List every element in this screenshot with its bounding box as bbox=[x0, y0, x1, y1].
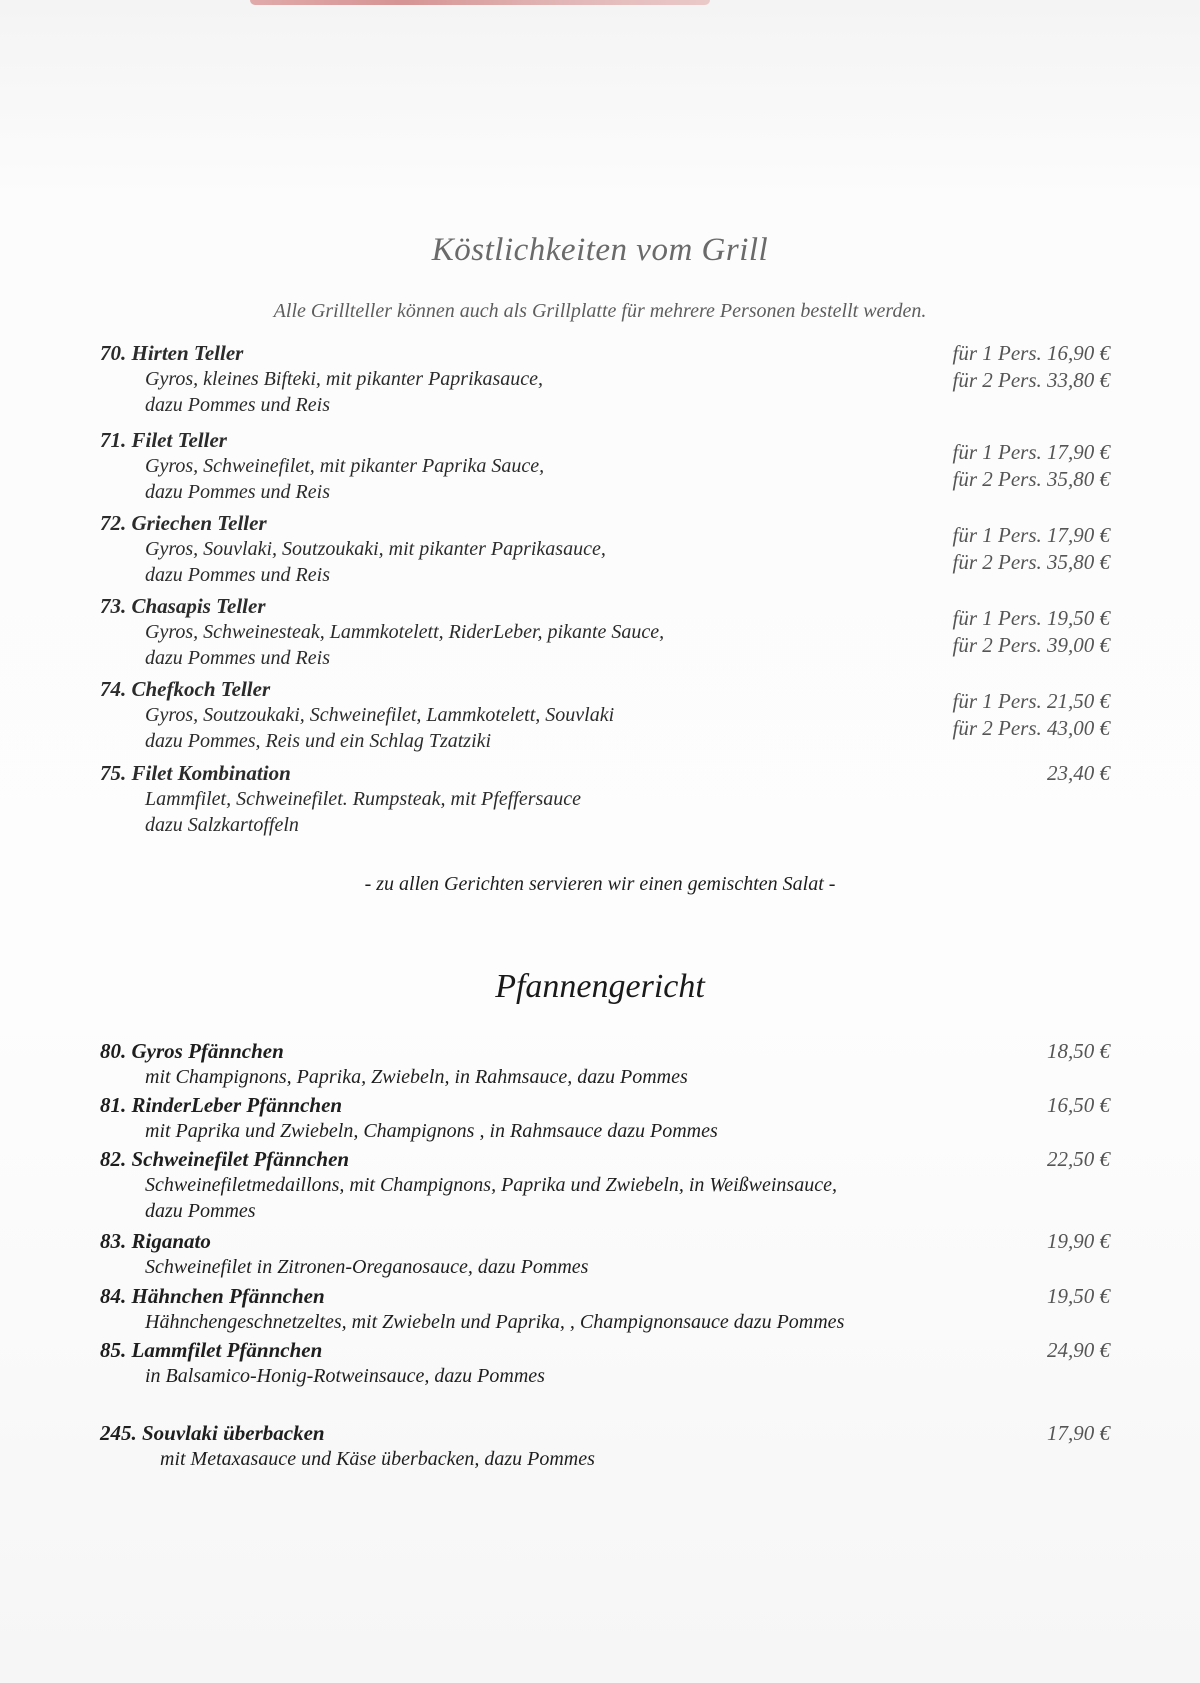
item-desc-line: dazu Pommes und Reis bbox=[145, 647, 330, 669]
item-desc-line: mit Paprika und Zwiebeln, Champignons , in Rahmsauce dazu Pommes bbox=[145, 1120, 718, 1142]
item-desc-line: dazu Pommes bbox=[145, 1200, 256, 1222]
item-name: 74. Chefkoch Teller bbox=[100, 677, 271, 701]
item-name: 73. Chasapis Teller bbox=[100, 594, 266, 618]
item-desc-line: in Balsamico-Honig-Rotweinsauce, dazu Pommes bbox=[145, 1365, 545, 1387]
item-desc-line: dazu Pommes und Reis bbox=[145, 481, 330, 503]
price: 24,90 € bbox=[1047, 1338, 1110, 1362]
item-desc-line: dazu Pommes und Reis bbox=[145, 564, 330, 586]
item-prices bbox=[953, 439, 1111, 493]
menu-item-81 bbox=[100, 1092, 1120, 1144]
item-name: 83. Riganato bbox=[100, 1229, 211, 1253]
price: 17,90 € bbox=[1047, 1421, 1110, 1445]
menu-item-80 bbox=[100, 1038, 1120, 1090]
salad-note: - zu allen Gerichten servieren wir einen gemischten Salat - bbox=[364, 873, 836, 895]
item-desc-line: Gyros, Schweinesteak, Lammkotelett, RiderLeber, pikante Sauce, bbox=[145, 621, 665, 643]
menu-item-83 bbox=[100, 1228, 1120, 1280]
menu-item-72 bbox=[100, 510, 1120, 588]
menu-item-85 bbox=[100, 1337, 1120, 1389]
item-desc-line: dazu Salzkartoffeln bbox=[145, 814, 299, 836]
menu-item-70 bbox=[100, 340, 1120, 418]
item-name: 80. Gyros Pfännchen bbox=[100, 1039, 284, 1063]
item-prices bbox=[953, 522, 1111, 576]
price: 22,50 € bbox=[1047, 1147, 1110, 1171]
price-1-person: für 1 Pers. 16,90 € bbox=[952, 341, 1110, 365]
price-2-persons: für 2 Pers. 35,80 € bbox=[952, 550, 1110, 574]
item-prices bbox=[953, 688, 1111, 742]
menu-item-74 bbox=[100, 676, 1120, 754]
item-name: 70. Hirten Teller bbox=[100, 341, 244, 365]
price-2-persons: für 2 Pers. 43,00 € bbox=[952, 716, 1110, 740]
item-desc-line: Hähnchengeschnetzeltes, mit Zwiebeln und Paprika, , Champignonsauce dazu Pommes bbox=[145, 1311, 845, 1333]
price-2-persons: für 2 Pers. 33,80 € bbox=[952, 368, 1110, 392]
price: 19,50 € bbox=[1047, 1284, 1110, 1308]
menu-item-84 bbox=[100, 1283, 1120, 1335]
price-2-persons: für 2 Pers. 35,80 € bbox=[952, 467, 1110, 491]
item-name: 71. Filet Teller bbox=[100, 428, 227, 452]
item-name: 75. Filet Kombination bbox=[100, 761, 291, 785]
item-prices bbox=[953, 340, 1111, 394]
item-desc-line: Gyros, Schweinefilet, mit pikanter Paprika Sauce, bbox=[145, 455, 545, 477]
item-name: 81. RinderLeber Pfännchen bbox=[100, 1093, 343, 1117]
item-desc-line: mit Champignons, Paprika, Zwiebeln, in Rahmsauce, dazu Pommes bbox=[145, 1066, 688, 1088]
item-prices bbox=[1047, 1337, 1110, 1364]
menu-item-73 bbox=[100, 593, 1120, 671]
price: 19,90 € bbox=[1047, 1229, 1110, 1253]
item-name: 82. Schweinefilet Pfännchen bbox=[100, 1147, 350, 1171]
item-prices bbox=[1047, 1146, 1110, 1173]
item-desc-line: Schweinefiletmedaillons, mit Champignons, Paprika und Zwiebeln, in Weißweinsauce, bbox=[145, 1174, 837, 1196]
item-prices bbox=[1047, 1420, 1110, 1447]
item-desc-line: Gyros, Soutzoukaki, Schweinefilet, Lammkotelett, Souvlaki bbox=[145, 704, 615, 726]
price-1-person: für 1 Pers. 19,50 € bbox=[952, 606, 1110, 630]
item-prices bbox=[1047, 1283, 1110, 1310]
menu-item-245 bbox=[100, 1420, 1120, 1472]
item-desc-line: Lammfilet, Schweinefilet. Rumpsteak, mit Pfeffersauce bbox=[145, 788, 582, 810]
item-name: 72. Griechen Teller bbox=[100, 511, 267, 535]
price: 18,50 € bbox=[1047, 1039, 1110, 1063]
item-name: 245. Souvlaki überbacken bbox=[100, 1421, 325, 1445]
price: 16,50 € bbox=[1047, 1093, 1110, 1117]
item-prices bbox=[1047, 1038, 1110, 1065]
menu-item-71 bbox=[100, 427, 1120, 505]
item-prices bbox=[1047, 1228, 1110, 1255]
grill-note: Alle Grillteller können auch als Grillplatte für mehrere Personen bestellt werden. bbox=[273, 300, 927, 322]
price-2-persons: für 2 Pers. 39,00 € bbox=[952, 633, 1110, 657]
item-desc-line: dazu Pommes und Reis bbox=[145, 394, 330, 416]
item-prices bbox=[953, 605, 1111, 659]
item-prices bbox=[1047, 1092, 1110, 1119]
item-name: 84. Hähnchen Pfännchen bbox=[100, 1284, 325, 1308]
item-desc-line: Gyros, kleines Bifteki, mit pikanter Paprikasauce, bbox=[145, 368, 544, 390]
pfanne-section-title: Pfannengericht bbox=[495, 968, 705, 1005]
menu-item-82 bbox=[100, 1146, 1120, 1224]
item-desc-line: Schweinefilet in Zitronen-Oreganosauce, dazu Pommes bbox=[145, 1256, 589, 1278]
price-1-person: für 1 Pers. 17,90 € bbox=[952, 440, 1110, 464]
price: 23,40 € bbox=[1047, 761, 1110, 785]
price-1-person: für 1 Pers. 21,50 € bbox=[952, 689, 1110, 713]
price-1-person: für 1 Pers. 17,90 € bbox=[952, 523, 1110, 547]
item-prices bbox=[1047, 760, 1110, 787]
menu-item-75 bbox=[100, 760, 1120, 838]
item-desc-line: dazu Pommes, Reis und ein Schlag Tzatziki bbox=[145, 730, 492, 752]
item-desc-line: mit Metaxasauce und Käse überbacken, dazu Pommes bbox=[160, 1448, 595, 1470]
grill-section-title: Köstlichkeiten vom Grill bbox=[431, 232, 769, 268]
item-name: 85. Lammfilet Pfännchen bbox=[100, 1338, 323, 1362]
item-desc-line: Gyros, Souvlaki, Soutzoukaki, mit pikanter Paprikasauce, bbox=[145, 538, 606, 560]
page-edge-mark bbox=[250, 0, 710, 5]
